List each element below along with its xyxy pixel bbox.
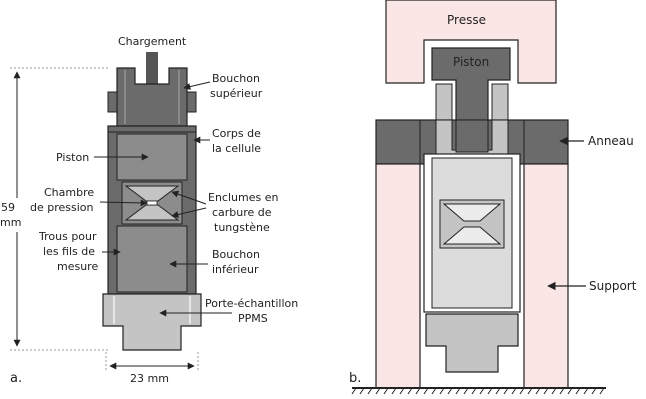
label-anvils-line1: Enclumes en (208, 191, 279, 204)
label-wire-holes-line2: les fils de (43, 245, 96, 258)
label-piston: Piston (56, 151, 90, 164)
panel-a-letter: a. (10, 371, 23, 386)
press-label: Presse (447, 13, 486, 27)
width-dimension (106, 352, 198, 385)
piston-b-label: Piston (453, 55, 490, 69)
label-bottom-plug-line1: Bouchon (212, 248, 260, 261)
pressure-chamber (147, 201, 157, 205)
label-chamber-line2: de pression (30, 201, 94, 214)
ring-label: Anneau (588, 134, 634, 148)
bottom-plug (117, 226, 187, 292)
panel-a (0, 35, 298, 386)
sample-holder (103, 294, 201, 350)
height-value: 59 (1, 201, 15, 214)
label-top-plug-line2: supérieur (210, 87, 263, 100)
label-anvils-line3: tungstène (214, 221, 270, 234)
label-top-plug-line1: Bouchon (212, 72, 260, 85)
sample-holder-b (426, 314, 518, 372)
label-bottom-plug-line2: inférieur (212, 263, 259, 276)
support-left (376, 164, 420, 388)
label-sample-holder-line1: Porte-échantillon (205, 297, 299, 310)
support-label: Support (589, 279, 637, 293)
label-anvils-line2: carbure de (212, 206, 272, 219)
label-chamber-line1: Chambre (44, 186, 95, 199)
label-sample-holder-line2: PPMS (238, 312, 268, 325)
label-cell-body-line2: la cellule (212, 142, 262, 155)
height-unit: mm (0, 216, 22, 229)
panel-b-letter: b. (349, 371, 362, 386)
width-label: 23 mm (130, 372, 169, 385)
label-wire-holes-line1: Trous pour (39, 230, 97, 243)
loading-label: Chargement (118, 35, 187, 48)
support-right (524, 164, 568, 388)
label-wire-holes-line3: mesure (57, 260, 99, 273)
panel-b (349, 0, 637, 394)
label-cell-body-line1: Corps de (212, 127, 261, 140)
